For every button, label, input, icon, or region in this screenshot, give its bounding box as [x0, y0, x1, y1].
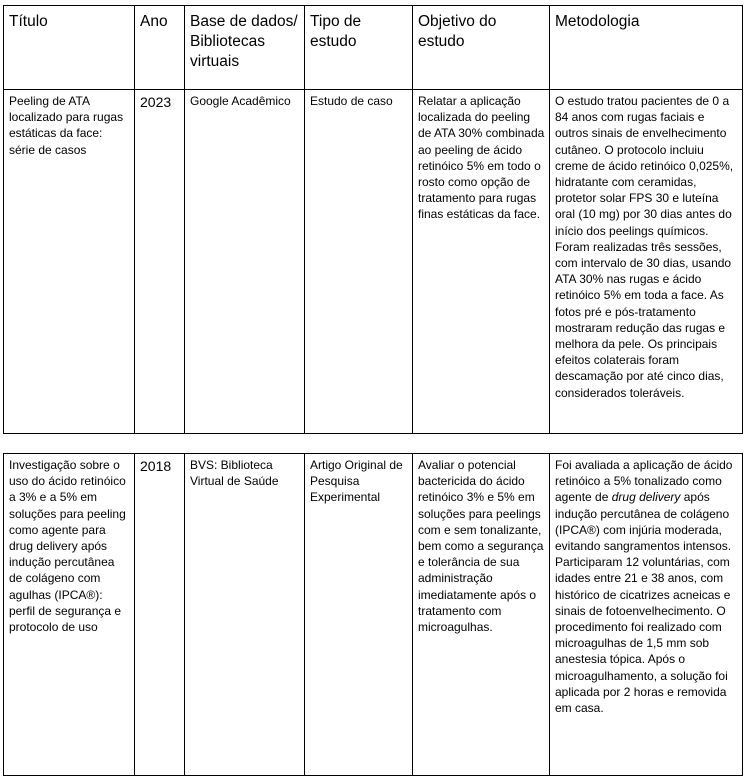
table-row	[4, 90, 743, 434]
cell-objective: Avaliar o potencial bactericida do ácido retinóico 3% e 5% em soluções para peelings com e sem tonalizante, bem como a segurança e tolerância de sua administração imediatamente após o tratamento com microagulhas.	[413, 454, 550, 776]
cell-objective: Relatar a aplicação localizada do peeling de ATA 30% combinada ao peeling de ácido retinóico 5% em todo o rosto como opção de tratamento para rugas finas estáticas da face.	[413, 90, 550, 434]
review-table	[3, 5, 743, 434]
header-year: Ano	[135, 6, 185, 90]
header-title: Título	[4, 6, 135, 90]
cell-study-type: Artigo Original de Pesquisa Experimental	[305, 454, 413, 776]
header-row	[4, 6, 743, 90]
cell-methodology	[550, 454, 743, 776]
cell-study-type: Estudo de caso	[305, 90, 413, 434]
cell-year: 2018	[135, 454, 185, 776]
cell-methodology: O estudo tratou pacientes de 0 a 84 anos com rugas faciais e outros sinais de envelhecimento cutâneo. O protocolo incluiu creme de ácido retinóico 0,025%, hidratante com ceramidas, protetor solar FPS 30 e luteína oral (10 mg) por 30 dias antes do início dos peelings químicos. Foram realizadas três sessões, com intervalo de 30 dias, usando ATA 30% nas rugas e ácido retinóico 5% em toda a face. As fotos pré e pós-tratamento mostraram redução das rugas e melhora da pele. Os principais efeitos colaterais foram descamação por até cinco dias, considerados toleráveis.	[550, 90, 743, 434]
header-methodology: Metodologia	[550, 6, 743, 90]
header-objective: Objetivo do estudo	[413, 6, 550, 90]
cell-year: 2023	[135, 90, 185, 434]
methodology-text-end: após indução percutânea de colágeno (IPCA®) com injúria moderada, evitando sangramentos intensos. Participaram 12 voluntárias, com idades entre 21 e 38 anos, com histórico de cicatrizes acneicas e sinais de fotoenvelhecimento. O procedimento foi realizado com microagulhas de 1,5 mm sob anestesia tópica. Após o microagulhamento, a solução foi aplicada por 2 horas e removida em casa.	[555, 490, 732, 716]
methodology-italic-term: drug delivery	[611, 490, 681, 505]
cell-title: Peeling de ATA localizado para rugas estáticas da face: série de casos	[4, 90, 135, 434]
methodology-text-start: Foi avaliada a aplicação de ácido retinóico a 5% tonalizado como agente de	[555, 458, 733, 505]
cell-database: Google Acadêmico	[185, 90, 305, 434]
review-table-continued	[3, 453, 743, 776]
header-database: Base de dados/ Bibliotecas virtuais	[185, 6, 305, 90]
cell-title: Investigação sobre o uso do ácido retinóico a 3% e a 5% em soluções para peeling como agente para drug delivery após indução percutânea de colágeno com agulhas (IPCA®): perfil de segurança e protocolo de uso	[4, 454, 135, 776]
cell-database: BVS: Biblioteca Virtual de Saúde	[185, 454, 305, 776]
table-row	[4, 454, 743, 776]
header-study-type: Tipo de estudo	[305, 6, 413, 90]
